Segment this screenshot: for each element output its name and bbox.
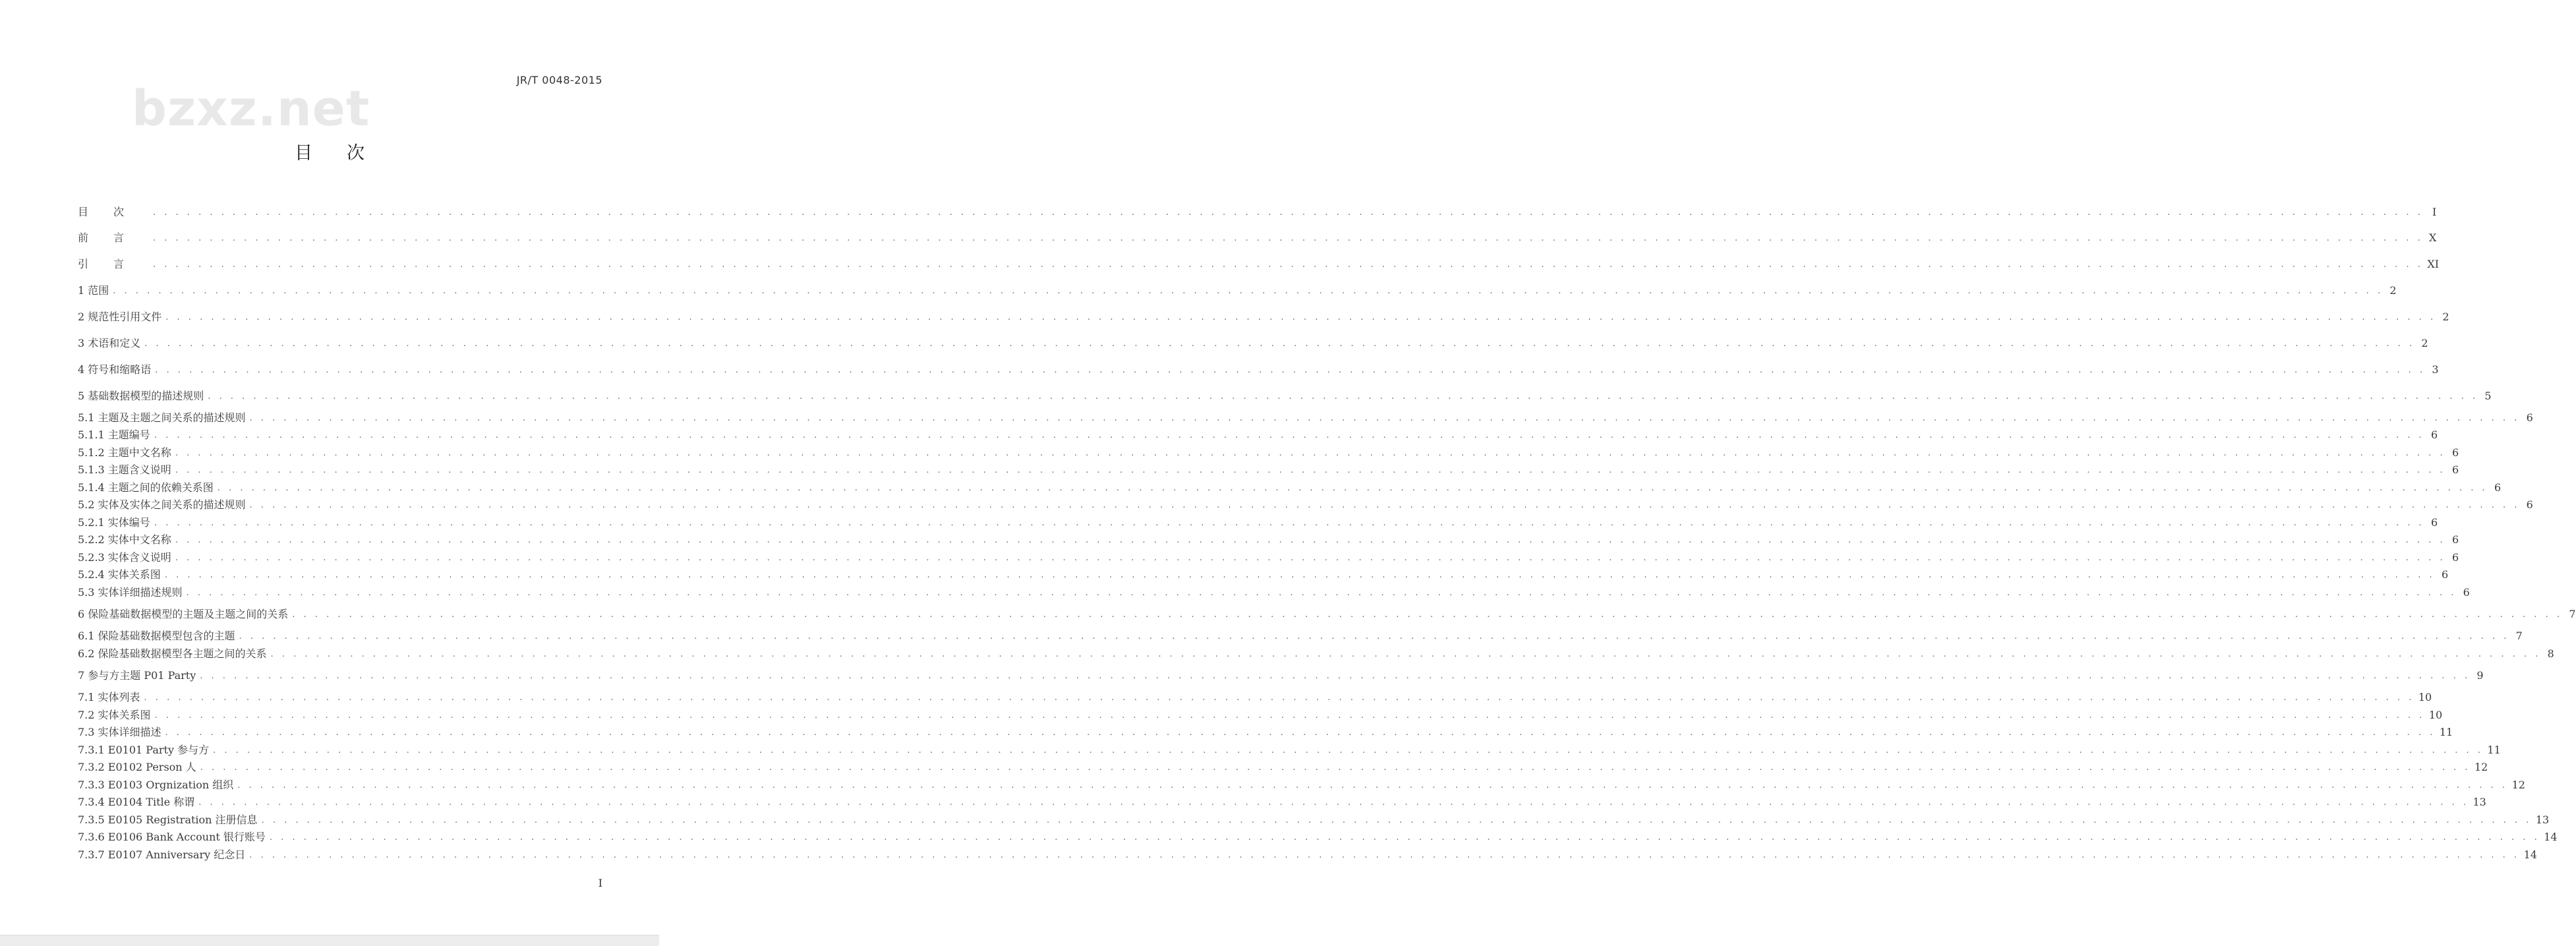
toc-entry-label: 1 范围	[78, 284, 109, 297]
toc-dot-leader: . . . . . . . . . . . . . . . . . . . . . . . . . . . . . . . . . . . . . . . . . . . . . . . . . . . . . . . . . . . . . . . . . . . . . . . . . . . . . . . . . . . . . . . . . . . . . . . . . . . . . . . . . . . . . . . . . . . . . . . . . . . . . . . . . . . . . . . . . . . . . . . . . . . . . . . . . . . . . . . . . . . . . . . . . . . . . . . . . . . . . . . . . . . . . . . . . . . . . . . .	[175, 535, 2446, 545]
toc-entry-page: 6	[2451, 551, 2459, 564]
toc-entry-page: 8	[2547, 647, 2554, 660]
toc-dot-leader: . . . . . . . . . . . . . . . . . . . . . . . . . . . . . . . . . . . . . . . . . . . . . . . . . . . . . . . . . . . . . . . . . . . . . . . . . . . . . . . . . . . . . . . . . . . . . . . . . . . . . . . . . . . . . . . . . . . . . . . . . . . . . . . . . . . . . . . . . . . . . . . . . . . . . . . . . . . . . . . . . . . . . . . . . . . . . . . . . . . . . . . . . . . . . . . . . . . . . . . .	[200, 671, 2471, 681]
toc-entry[interactable]	[78, 444, 2459, 459]
toc-dot-leader: . . . . . . . . . . . . . . . . . . . . . . . . . . . . . . . . . . . . . . . . . . . . . . . . . . . . . . . . . . . . . . . . . . . . . . . . . . . . . . . . . . . . . . . . . . . . . . . . . . . . . . . . . . . . . . . . . . . . . . . . . . . . . . . . . . . . . . . . . . . . . . . . . . . . . . . . . . . . . . . . . . . . . . . . . . . . . . . . . . . . . . . . . . . . . . . . . . . . . . . .	[164, 570, 2436, 580]
toc-dot-leader: . . . . . . . . . . . . . . . . . . . . . . . . . . . . . . . . . . . . . . . . . . . . . . . . . . . . . . . . . . . . . . . . . . . . . . . . . . . . . . . . . . . . . . . . . . . . . . . . . . . . . . . . . . . . . . . . . . . . . . . . . . . . . . . . . . . . . . . . . . . . . . . . . . . . . . . . . . . . . . . . . . . . . . . . . . . . . . . . . . . . . . . . . . . . . . . . . . . . . . . .	[270, 649, 2541, 659]
toc-entry-label: 引言	[78, 258, 150, 270]
toc-dot-leader: . . . . . . . . . . . . . . . . . . . . . . . . . . . . . . . . . . . . . . . . . . . . . . . . . . . . . . . . . . . . . . . . . . . . . . . . . . . . . . . . . . . . . . . . . . . . . . . . . . . . . . . . . . . . . . . . . . . . . . . . . . . . . . . . . . . . . . . . . . . . . . . . . . . . . . . . . . . . . . . . . . . . . . . . . . . . . . . . . . . . . . . . . . . . . . . . . . . . . . . .	[165, 312, 2436, 322]
toc-entry[interactable]	[78, 203, 2437, 219]
toc-dot-leader: . . . . . . . . . . . . . . . . . . . . . . . . . . . . . . . . . . . . . . . . . . . . . . . . . . . . . . . . . . . . . . . . . . . . . . . . . . . . . . . . . . . . . . . . . . . . . . . . . . . . . . . . . . . . . . . . . . . . . . . . . . . . . . . . . . . . . . . . . . . . . . . . . . . . . . . . . . . . . . . . . . . . . . . . . . . . . . . . . . . . . . . . . . . . . . . . . . . . . . . .	[237, 781, 2508, 790]
toc-entry-page: 2	[2389, 284, 2397, 297]
toc-dot-leader: . . . . . . . . . . . . . . . . . . . . . . . . . . . . . . . . . . . . . . . . . . . . . . . . . . . . . . . . . . . . . . . . . . . . . . . . . . . . . . . . . . . . . . . . . . . . . . . . . . . . . . . . . . . . . . . . . . . . . . . . . . . . . . . . . . . . . . . . . . . . . . . . . . . . . . . . . . . . . . . . . . . . . . . . . . . . . . . . . . . . . . . . . . . . . . . . . . . . . . . .	[213, 746, 2484, 755]
toc-dot-leader: . . . . . . . . . . . . . . . . . . . . . . . . . . . . . . . . . . . . . . . . . . . . . . . . . . . . . . . . . . . . . . . . . . . . . . . . . . . . . . . . . . . . . . . . . . . . . . . . . . . . . . . . . . . . . . . . . . . . . . . . . . . . . . . . . . . . . . . . . . . . . . . . . . . . . . . . . . . . . . . . . . . . . . . . . . . . . . . . . . . . . . . . . . . . . . . . . . . . . . . .	[153, 233, 2424, 243]
toc-entry-label: 5.2.4 实体关系图	[78, 568, 161, 581]
toc-entry-label: 5.1.1 主题编号	[78, 429, 150, 441]
toc-dot-leader: . . . . . . . . . . . . . . . . . . . . . . . . . . . . . . . . . . . . . . . . . . . . . . . . . . . . . . . . . . . . . . . . . . . . . . . . . . . . . . . . . . . . . . . . . . . . . . . . . . . . . . . . . . . . . . . . . . . . . . . . . . . . . . . . . . . . . . . . . . . . . . . . . . . . . . . . . . . . . . . . . . . . . . . . . . . . . . . . . . . . . . . . . . . . . . . . . . . . . . . .	[175, 553, 2446, 563]
toc-entry[interactable]	[78, 409, 2533, 425]
toc-entry-page: 6	[2463, 586, 2470, 599]
toc-entry-page: XI	[2427, 258, 2440, 270]
toc-entry-label: 5.3 实体详细描述规则	[78, 586, 183, 599]
toc-dot-leader: . . . . . . . . . . . . . . . . . . . . . . . . . . . . . . . . . . . . . . . . . . . . . . . . . . . . . . . . . . . . . . . . . . . . . . . . . . . . . . . . . . . . . . . . . . . . . . . . . . . . . . . . . . . . . . . . . . . . . . . . . . . . . . . . . . . . . . . . . . . . . . . . . . . . . . . . . . . . . . . . . . . . . . . . . . . . . . . . . . . . . . . . . . . . . . . . . . . . . . . .	[154, 518, 2425, 528]
toc-entry-label: 6.1 保险基础数据模型包含的主题	[78, 630, 235, 642]
toc-dot-leader: . . . . . . . . . . . . . . . . . . . . . . . . . . . . . . . . . . . . . . . . . . . . . . . . . . . . . . . . . . . . . . . . . . . . . . . . . . . . . . . . . . . . . . . . . . . . . . . . . . . . . . . . . . . . . . . . . . . . . . . . . . . . . . . . . . . . . . . . . . . . . . . . . . . . . . . . . . . . . . . . . . . . . . . . . . . . . . . . . . . . . . . . . . . . . . . . . . . . . . . .	[261, 815, 2532, 825]
toc-entry-page: 6	[2526, 498, 2533, 511]
toc-entry-page: 6	[2451, 463, 2459, 476]
toc-dot-leader: . . . . . . . . . . . . . . . . . . . . . . . . . . . . . . . . . . . . . . . . . . . . . . . . . . . . . . . . . . . . . . . . . . . . . . . . . . . . . . . . . . . . . . . . . . . . . . . . . . . . . . . . . . . . . . . . . . . . . . . . . . . . . . . . . . . . . . . . . . . . . . . . . . . . . . . . . . . . . . . . . . . . . . . . . . . . . . . . . . . . . . . . . . . . . . . . . . . . . . . .	[144, 339, 2415, 349]
toc-entry[interactable]	[78, 758, 2488, 774]
toc-entry[interactable]	[78, 645, 2554, 661]
toc-entry-page: 7	[2515, 630, 2523, 642]
toc-dot-leader: . . . . . . . . . . . . . . . . . . . . . . . . . . . . . . . . . . . . . . . . . . . . . . . . . . . . . . . . . . . . . . . . . . . . . . . . . . . . . . . . . . . . . . . . . . . . . . . . . . . . . . . . . . . . . . . . . . . . . . . . . . . . . . . . . . . . . . . . . . . . . . . . . . . . . . . . . . . . . . . . . . . . . . . . . . . . . . . . . . . . . . . . . . . . . . . . . . . . . . . .	[144, 693, 2415, 703]
toc-dot-leader: . . . . . . . . . . . . . . . . . . . . . . . . . . . . . . . . . . . . . . . . . . . . . . . . . . . . . . . . . . . . . . . . . . . . . . . . . . . . . . . . . . . . . . . . . . . . . . . . . . . . . . . . . . . . . . . . . . . . . . . . . . . . . . . . . . . . . . . . . . . . . . . . . . . . . . . . . . . . . . . . . . . . . . . . . . . . . . . . . . . . . . . . . . . . . . . . . . . . . . . .	[249, 850, 2520, 860]
toc-dot-leader: . . . . . . . . . . . . . . . . . . . . . . . . . . . . . . . . . . . . . . . . . . . . . . . . . . . . . . . . . . . . . . . . . . . . . . . . . . . . . . . . . . . . . . . . . . . . . . . . . . . . . . . . . . . . . . . . . . . . . . . . . . . . . . . . . . . . . . . . . . . . . . . . . . . . . . . . . . . . . . . . . . . . . . . . . . . . . . . . . . . . . . . . . . . . . . . . . . . . . . . .	[239, 632, 2509, 641]
toc-entry[interactable]	[78, 566, 2449, 581]
toc-entry-page: 7	[2569, 608, 2576, 620]
toc-entry-label: 前言	[78, 231, 150, 244]
toc-entry-page: 13	[2535, 813, 2550, 826]
toc-dot-leader: . . . . . . . . . . . . . . . . . . . . . . . . . . . . . . . . . . . . . . . . . . . . . . . . . . . . . . . . . . . . . . . . . . . . . . . . . . . . . . . . . . . . . . . . . . . . . . . . . . . . . . . . . . . . . . . . . . . . . . . . . . . . . . . . . . . . . . . . . . . . . . . . . . . . . . . . . . . . . . . . . . . . . . . . . . . . . . . . . . . . . . . . . . . . . . . . . . . . . . . .	[200, 763, 2471, 773]
toc-entry-page: 2	[2442, 310, 2449, 323]
toc-entry-page: 6	[2430, 429, 2438, 441]
toc-entry-page: 2	[2421, 337, 2428, 349]
toc-entry-page: I	[2432, 206, 2437, 218]
toc-dot-leader: . . . . . . . . . . . . . . . . . . . . . . . . . . . . . . . . . . . . . . . . . . . . . . . . . . . . . . . . . . . . . . . . . . . . . . . . . . . . . . . . . . . . . . . . . . . . . . . . . . . . . . . . . . . . . . . . . . . . . . . . . . . . . . . . . . . . . . . . . . . . . . . . . . . . . . . . . . . . . . . . . . . . . . . . . . . . . . . . . . . . . . . . . . . . . . . . . . . . . . . .	[175, 448, 2446, 458]
toc-entry-label: 2 规范性引用文件	[78, 310, 162, 323]
viewer-bottom-bar	[0, 935, 659, 946]
toc-entry[interactable]	[78, 479, 2502, 494]
page-number: I	[598, 877, 602, 889]
toc-entry[interactable]	[78, 387, 2492, 403]
toc-dot-leader: . . . . . . . . . . . . . . . . . . . . . . . . . . . . . . . . . . . . . . . . . . . . . . . . . . . . . . . . . . . . . . . . . . . . . . . . . . . . . . . . . . . . . . . . . . . . . . . . . . . . . . . . . . . . . . . . . . . . . . . . . . . . . . . . . . . . . . . . . . . . . . . . . . . . . . . . . . . . . . . . . . . . . . . . . . . . . . . . . . . . . . . . . . . . . . . . . . . . . . . .	[269, 833, 2540, 843]
toc-entry-label: 5.2.2 实体中文名称	[78, 533, 171, 546]
toc-entry-label: 3 术语和定义	[78, 337, 141, 349]
toc-entry-label: 7.3.1 E0101 Party 参与方	[78, 744, 210, 756]
toc-entry-page: 11	[2487, 744, 2501, 756]
toc-dot-leader: . . . . . . . . . . . . . . . . . . . . . . . . . . . . . . . . . . . . . . . . . . . . . . . . . . . . . . . . . . . . . . . . . . . . . . . . . . . . . . . . . . . . . . . . . . . . . . . . . . . . . . . . . . . . . . . . . . . . . . . . . . . . . . . . . . . . . . . . . . . . . . . . . . . . . . . . . . . . . . . . . . . . . . . . . . . . . . . . . . . . . . . . . . . . . . . . . . . . . . . .	[198, 798, 2469, 808]
toc-entry-page: 10	[2428, 709, 2443, 721]
toc-entry-label: 6 保险基础数据模型的主题及主题之间的关系	[78, 608, 289, 620]
toc-entry[interactable]	[78, 776, 2525, 792]
toc-entry-label: 5.2.1 实体编号	[78, 516, 150, 529]
toc-dot-leader: . . . . . . . . . . . . . . . . . . . . . . . . . . . . . . . . . . . . . . . . . . . . . . . . . . . . . . . . . . . . . . . . . . . . . . . . . . . . . . . . . . . . . . . . . . . . . . . . . . . . . . . . . . . . . . . . . . . . . . . . . . . . . . . . . . . . . . . . . . . . . . . . . . . . . . . . . . . . . . . . . . . . . . . . . . . . . . . . . . . . . . . . . . . . . . . . . . . . . . . .	[186, 588, 2457, 598]
toc-entry-page: 12	[2474, 761, 2488, 773]
toc-entry[interactable]	[78, 548, 2459, 564]
toc-entry-label: 5.1.4 主题之间的依赖关系图	[78, 481, 214, 494]
toc-entry[interactable]	[78, 361, 2439, 376]
toc-entry[interactable]	[78, 531, 2459, 547]
toc-entry-page: 10	[2418, 691, 2432, 703]
toc-entry-page: X	[2428, 231, 2437, 244]
toc-entry-label: 5.1 主题及主题之间关系的描述规则	[78, 411, 246, 424]
toc-entry-page: 6	[2441, 568, 2449, 581]
toc-entry-label: 5.1.3 主题含义说明	[78, 463, 171, 476]
toc-title: 目次	[295, 143, 399, 163]
toc-dot-leader: . . . . . . . . . . . . . . . . . . . . . . . . . . . . . . . . . . . . . . . . . . . . . . . . . . . . . . . . . . . . . . . . . . . . . . . . . . . . . . . . . . . . . . . . . . . . . . . . . . . . . . . . . . . . . . . . . . . . . . . . . . . . . . . . . . . . . . . . . . . . . . . . . . . . . . . . . . . . . . . . . . . . . . . . . . . . . . . . . . . . . . . . . . . . . . . . . . . . . . . .	[154, 430, 2425, 440]
toc-dot-leader: . . . . . . . . . . . . . . . . . . . . . . . . . . . . . . . . . . . . . . . . . . . . . . . . . . . . . . . . . . . . . . . . . . . . . . . . . . . . . . . . . . . . . . . . . . . . . . . . . . . . . . . . . . . . . . . . . . . . . . . . . . . . . . . . . . . . . . . . . . . . . . . . . . . . . . . . . . . . . . . . . . . . . . . . . . . . . . . . . . . . . . . . . . . . . . . . . . . . . . . .	[154, 711, 2425, 721]
toc-entry[interactable]	[78, 461, 2459, 477]
toc-entry-page: 6	[2451, 533, 2459, 546]
toc-entry-page: 5	[2484, 390, 2492, 402]
toc-entry[interactable]	[78, 334, 2428, 350]
document-code: JR/T 0048-2015	[516, 74, 602, 86]
toc-entry-label: 目次	[78, 206, 150, 218]
toc-entry[interactable]	[78, 688, 2432, 704]
toc-entry-page: 9	[2476, 669, 2484, 682]
toc-entry-page: 11	[2439, 726, 2453, 738]
toc-entry-label: 5.2 实体及实体之间关系的描述规则	[78, 498, 246, 511]
toc-entry-page: 3	[2432, 363, 2439, 376]
toc-dot-leader: . . . . . . . . . . . . . . . . . . . . . . . . . . . . . . . . . . . . . . . . . . . . . . . . . . . . . . . . . . . . . . . . . . . . . . . . . . . . . . . . . . . . . . . . . . . . . . . . . . . . . . . . . . . . . . . . . . . . . . . . . . . . . . . . . . . . . . . . . . . . . . . . . . . . . . . . . . . . . . . . . . . . . . . . . . . . . . . . . . . . . . . . . . . . . . . . . . . . . . . .	[153, 208, 2424, 218]
toc-entry[interactable]	[78, 496, 2533, 512]
toc-entry-page: 13	[2473, 796, 2486, 808]
toc-entry[interactable]	[78, 426, 2438, 442]
toc-entry-label: 7.3 实体详细描述	[78, 726, 161, 738]
toc-entry[interactable]	[78, 846, 2537, 862]
toc-entry[interactable]	[78, 666, 2484, 682]
toc-entry[interactable]	[78, 828, 2558, 844]
toc-dot-leader: . . . . . . . . . . . . . . . . . . . . . . . . . . . . . . . . . . . . . . . . . . . . . . . . . . . . . . . . . . . . . . . . . . . . . . . . . . . . . . . . . . . . . . . . . . . . . . . . . . . . . . . . . . . . . . . . . . . . . . . . . . . . . . . . . . . . . . . . . . . . . . . . . . . . . . . . . . . . . . . . . . . . . . . . . . . . . . . . . . . . . . . . . . . . . . . . . . . . . . . .	[249, 500, 2520, 510]
toc-entry[interactable]	[78, 723, 2453, 739]
toc-entry[interactable]	[78, 583, 2470, 599]
toc-entry[interactable]	[78, 627, 2523, 643]
toc-entry[interactable]	[78, 706, 2443, 722]
toc-entry-label: 7.3.6 E0106 Bank Account 银行账号	[78, 831, 266, 843]
toc-entry-label: 5.1.2 主题中文名称	[78, 446, 171, 459]
toc-entry-page: 14	[2523, 848, 2537, 861]
toc-entry-label: 7.3.2 E0102 Person 人	[78, 761, 196, 773]
toc-entry[interactable]	[78, 514, 2438, 529]
toc-entry-page: 6	[2526, 411, 2533, 424]
toc-dot-leader: . . . . . . . . . . . . . . . . . . . . . . . . . . . . . . . . . . . . . . . . . . . . . . . . . . . . . . . . . . . . . . . . . . . . . . . . . . . . . . . . . . . . . . . . . . . . . . . . . . . . . . . . . . . . . . . . . . . . . . . . . . . . . . . . . . . . . . . . . . . . . . . . . . . . . . . . . . . . . . . . . . . . . . . . . . . . . . . . . . . . . . . . . . . . . . . . . . . . . . . .	[208, 392, 2478, 401]
toc-entry-label: 7.3.7 E0107 Anniversary 纪念日	[78, 848, 246, 861]
toc-dot-leader: . . . . . . . . . . . . . . . . . . . . . . . . . . . . . . . . . . . . . . . . . . . . . . . . . . . . . . . . . . . . . . . . . . . . . . . . . . . . . . . . . . . . . . . . . . . . . . . . . . . . . . . . . . . . . . . . . . . . . . . . . . . . . . . . . . . . . . . . . . . . . . . . . . . . . . . . . . . . . . . . . . . . . . . . . . . . . . . . . . . . . . . . . . . . . . . . . . . . . . . .	[175, 465, 2446, 475]
toc-entry-label: 7 参与方主题 P01 Party	[78, 669, 196, 682]
toc-entry[interactable]	[78, 741, 2501, 757]
toc-entry[interactable]	[78, 308, 2449, 324]
toc-dot-leader: . . . . . . . . . . . . . . . . . . . . . . . . . . . . . . . . . . . . . . . . . . . . . . . . . . . . . . . . . . . . . . . . . . . . . . . . . . . . . . . . . . . . . . . . . . . . . . . . . . . . . . . . . . . . . . . . . . . . . . . . . . . . . . . . . . . . . . . . . . . . . . . . . . . . . . . . . . . . . . . . . . . . . . . . . . . . . . . . . . . . . . . . . . . . . . . . . . . . . . . .	[292, 610, 2563, 620]
toc-entry[interactable]	[78, 605, 2576, 621]
toc-entry-page: 6	[2430, 516, 2438, 529]
toc-dot-leader: . . . . . . . . . . . . . . . . . . . . . . . . . . . . . . . . . . . . . . . . . . . . . . . . . . . . . . . . . . . . . . . . . . . . . . . . . . . . . . . . . . . . . . . . . . . . . . . . . . . . . . . . . . . . . . . . . . . . . . . . . . . . . . . . . . . . . . . . . . . . . . . . . . . . . . . . . . . . . . . . . . . . . . . . . . . . . . . . . . . . . . . . . . . . . . . . . . . . . . . .	[217, 483, 2488, 493]
toc-entry-label: 7.1 实体列表	[78, 691, 140, 703]
toc-entry[interactable]	[78, 229, 2437, 245]
toc-entry-page: 14	[2544, 831, 2558, 843]
toc-entry[interactable]	[78, 811, 2550, 827]
toc-entry-label: 6.2 保险基础数据模型各主题之间的关系	[78, 647, 267, 660]
toc-dot-leader: . . . . . . . . . . . . . . . . . . . . . . . . . . . . . . . . . . . . . . . . . . . . . . . . . . . . . . . . . . . . . . . . . . . . . . . . . . . . . . . . . . . . . . . . . . . . . . . . . . . . . . . . . . . . . . . . . . . . . . . . . . . . . . . . . . . . . . . . . . . . . . . . . . . . . . . . . . . . . . . . . . . . . . . . . . . . . . . . . . . . . . . . . . . . . . . . . . . . . . . .	[249, 413, 2520, 423]
toc-entry-page: 12	[2511, 779, 2525, 791]
toc-dot-leader: . . . . . . . . . . . . . . . . . . . . . . . . . . . . . . . . . . . . . . . . . . . . . . . . . . . . . . . . . . . . . . . . . . . . . . . . . . . . . . . . . . . . . . . . . . . . . . . . . . . . . . . . . . . . . . . . . . . . . . . . . . . . . . . . . . . . . . . . . . . . . . . . . . . . . . . . . . . . . . . . . . . . . . . . . . . . . . . . . . . . . . . . . . . . . . . . . . . . . . . .	[165, 728, 2436, 738]
toc-dot-leader: . . . . . . . . . . . . . . . . . . . . . . . . . . . . . . . . . . . . . . . . . . . . . . . . . . . . . . . . . . . . . . . . . . . . . . . . . . . . . . . . . . . . . . . . . . . . . . . . . . . . . . . . . . . . . . . . . . . . . . . . . . . . . . . . . . . . . . . . . . . . . . . . . . . . . . . . . . . . . . . . . . . . . . . . . . . . . . . . . . . . . . . . . . . . . . . . . . . . . . . .	[155, 365, 2426, 375]
toc-entry-label: 7.2 实体关系图	[78, 709, 151, 721]
toc-entry-label: 4 符号和缩略语	[78, 363, 152, 376]
toc-entry-page: 6	[2451, 446, 2459, 459]
toc-entry-label: 7.3.5 E0105 Registration 注册信息	[78, 813, 258, 826]
toc-entry[interactable]	[78, 281, 2397, 297]
toc-entry[interactable]	[78, 255, 2440, 271]
toc-entry-label: 5 基础数据模型的描述规则	[78, 390, 204, 402]
toc-dot-leader: . . . . . . . . . . . . . . . . . . . . . . . . . . . . . . . . . . . . . . . . . . . . . . . . . . . . . . . . . . . . . . . . . . . . . . . . . . . . . . . . . . . . . . . . . . . . . . . . . . . . . . . . . . . . . . . . . . . . . . . . . . . . . . . . . . . . . . . . . . . . . . . . . . . . . . . . . . . . . . . . . . . . . . . . . . . . . . . . . . . . . . . . . . . . . . . . . . . . . . . .	[113, 286, 2384, 296]
toc-entry-label: 7.3.3 E0103 Orgnization 组织	[78, 779, 234, 791]
toc-entry-page: 6	[2494, 481, 2502, 494]
watermark: bzxz.net	[132, 80, 370, 137]
toc-entry-label: 7.3.4 E0104 Title 称谓	[78, 796, 195, 808]
toc-entry-label: 5.2.3 实体含义说明	[78, 551, 171, 564]
toc-dot-leader: . . . . . . . . . . . . . . . . . . . . . . . . . . . . . . . . . . . . . . . . . . . . . . . . . . . . . . . . . . . . . . . . . . . . . . . . . . . . . . . . . . . . . . . . . . . . . . . . . . . . . . . . . . . . . . . . . . . . . . . . . . . . . . . . . . . . . . . . . . . . . . . . . . . . . . . . . . . . . . . . . . . . . . . . . . . . . . . . . . . . . . . . . . . . . . . . . . . . . . . .	[153, 260, 2424, 270]
toc-entry[interactable]	[78, 793, 2486, 809]
